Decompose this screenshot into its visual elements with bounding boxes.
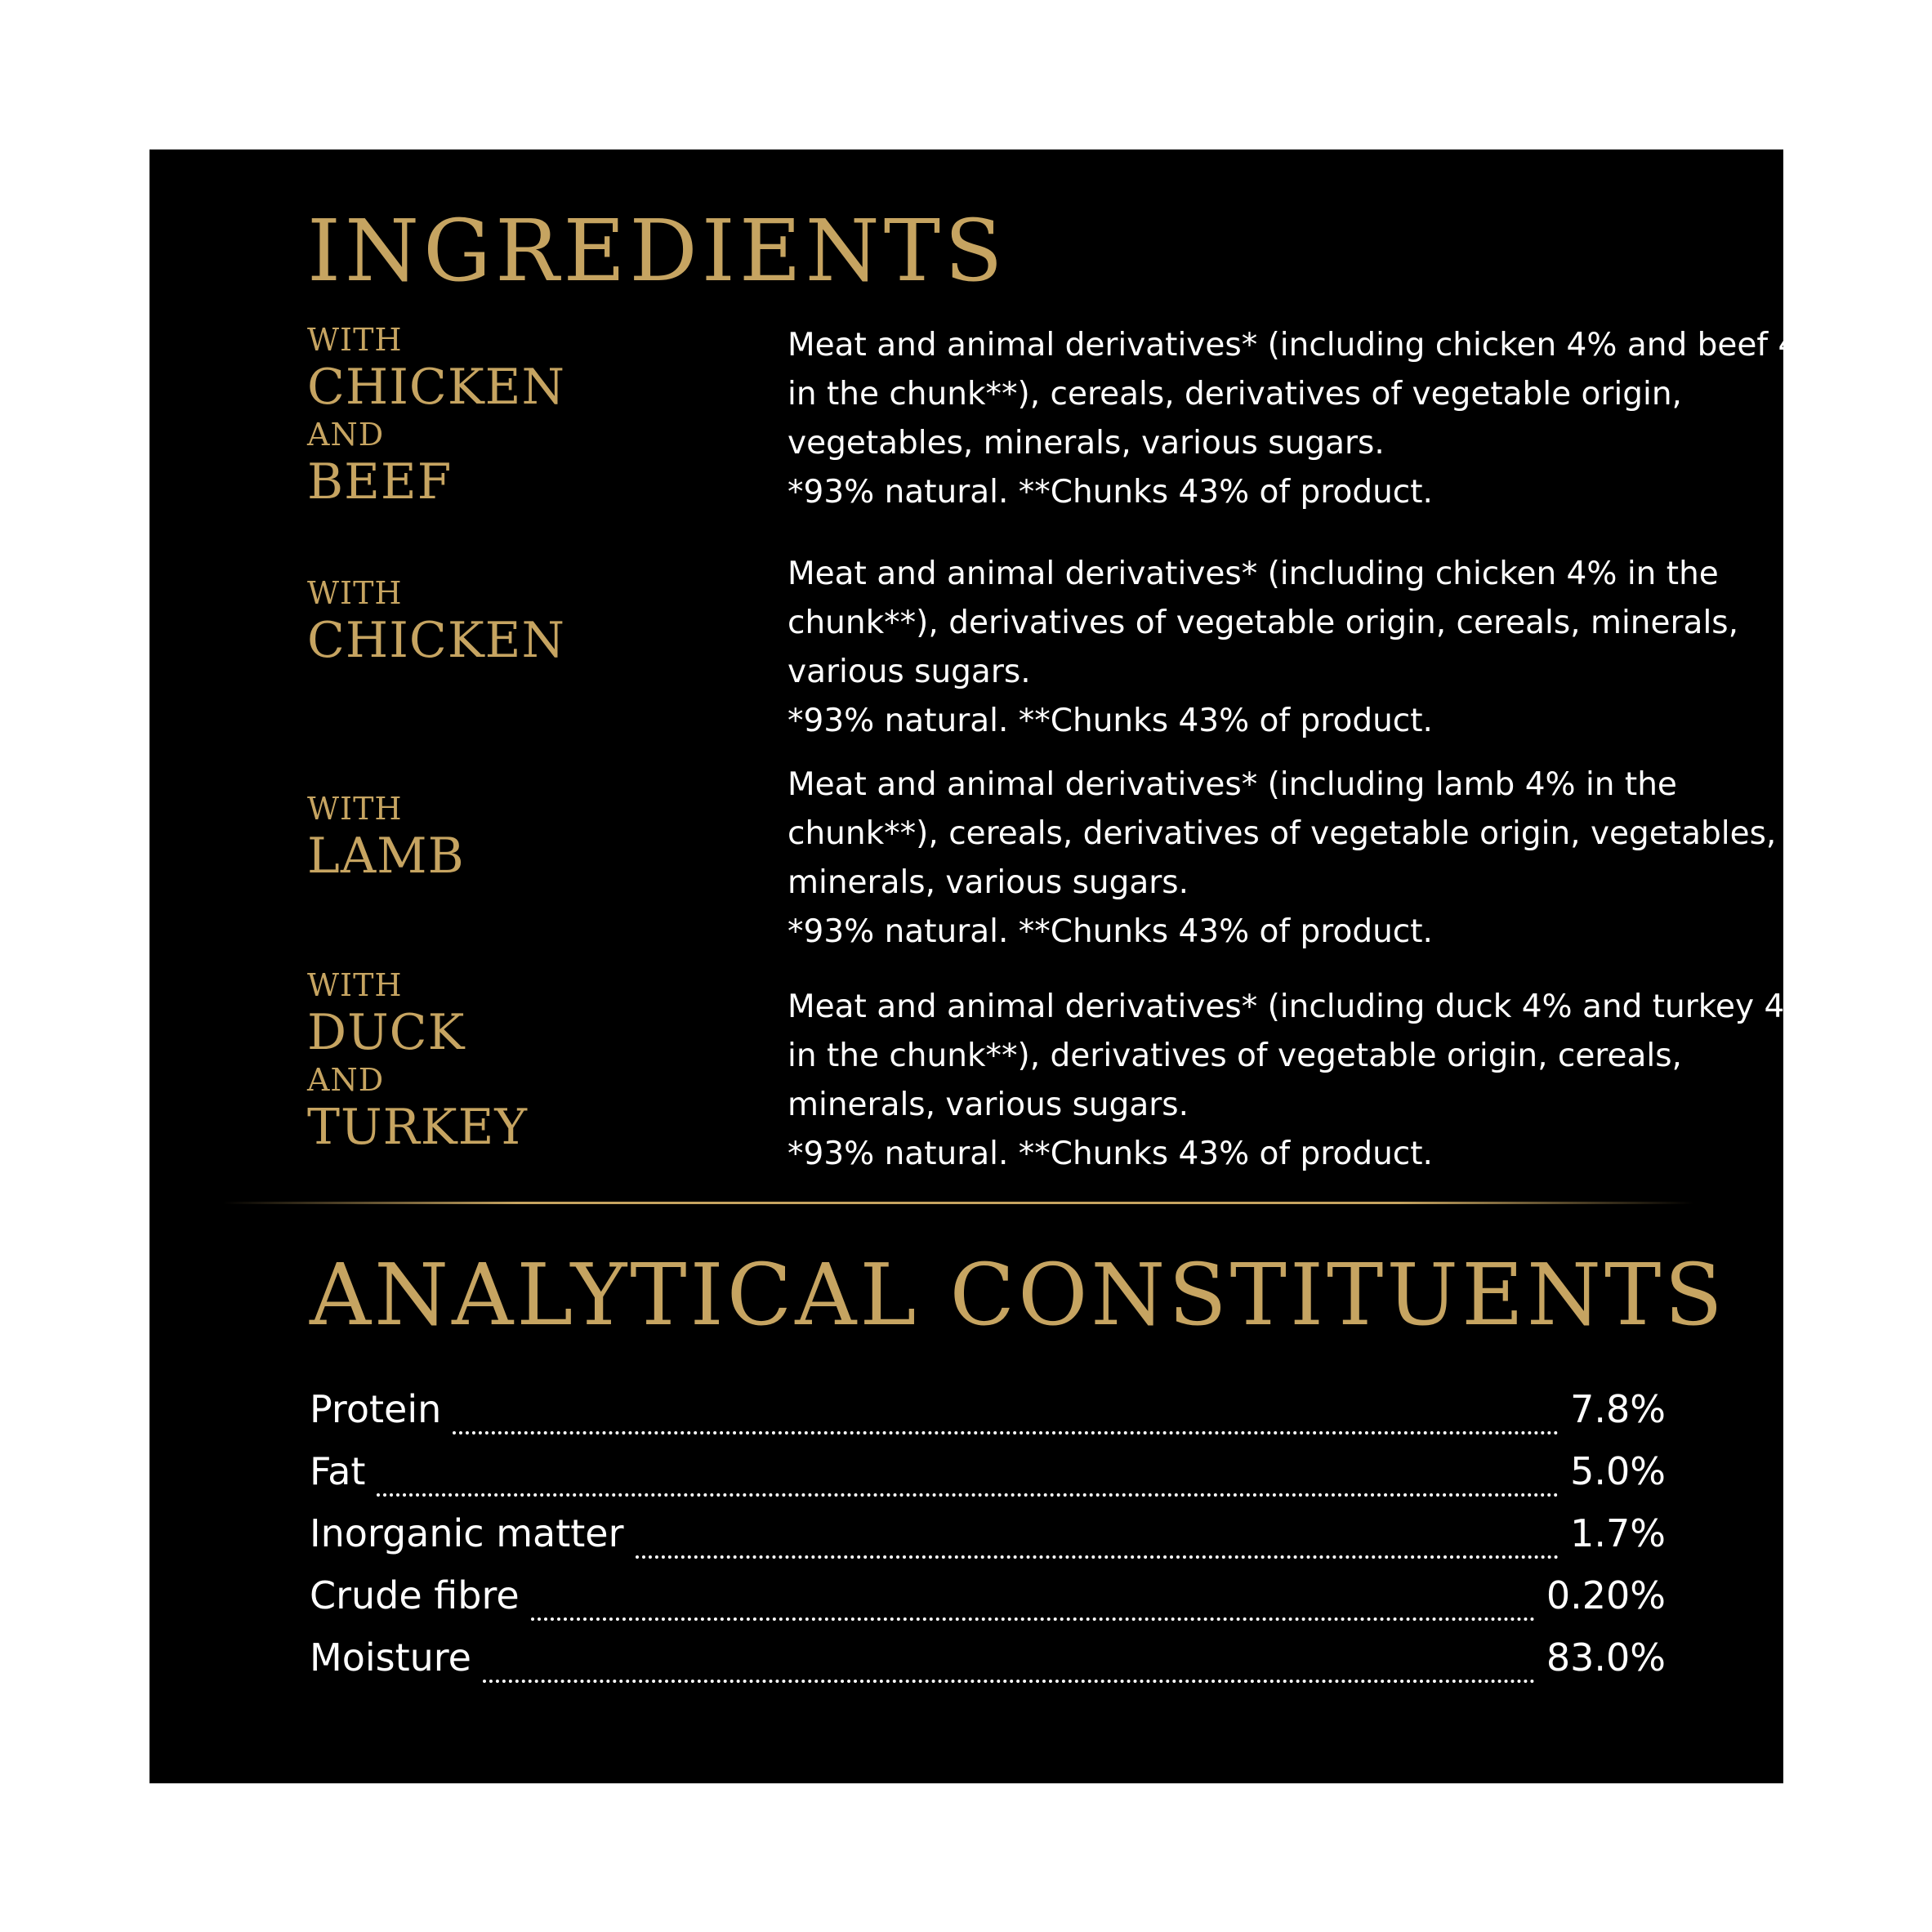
constituent-value: 1.7% xyxy=(1570,1511,1666,1555)
description-line: minerals, various sugars. xyxy=(788,1086,1189,1123)
variant-label-line: BEEF xyxy=(307,453,453,511)
variant-label-line: AND xyxy=(307,1062,385,1098)
description-line: *93% natural. **Chunks 43% of product. xyxy=(788,913,1433,950)
variant-label-line: CHICKEN xyxy=(307,359,565,416)
variant-label-line: WITH xyxy=(307,322,403,358)
description-line: Meat and animal derivatives* (including chicken 4% and beef 4% xyxy=(788,327,1829,364)
constituent-name: Moisture xyxy=(310,1635,471,1680)
ingredient-description xyxy=(788,983,1815,1179)
description-line: *93% natural. **Chunks 43% of product. xyxy=(788,703,1433,739)
variant-label-line: WITH xyxy=(307,967,403,1003)
variant-label xyxy=(307,790,618,885)
description-line: chunk**), derivatives of vegetable origin, cereals, minerals, xyxy=(788,605,1739,641)
variant-label-line: LAMB xyxy=(307,828,465,885)
constituent-row xyxy=(310,1387,1666,1449)
constituent-value: 0.20% xyxy=(1546,1573,1666,1617)
variant-label-line: WITH xyxy=(307,791,403,827)
dot-leader xyxy=(531,1617,1535,1621)
ingredient-description xyxy=(788,550,1768,746)
constituent-row xyxy=(310,1449,1666,1511)
description-line: Meat and animal derivatives* (including lamb 4% in the xyxy=(788,766,1677,803)
variant-label xyxy=(307,574,618,669)
description-line: *93% natural. **Chunks 43% of product. xyxy=(788,474,1433,511)
analytical-title: ANALYTICAL CONSTITUENTS xyxy=(310,1245,1726,1345)
constituent-name: Fat xyxy=(310,1449,366,1493)
dot-leader xyxy=(453,1431,1559,1434)
description-line: various sugars. xyxy=(788,654,1031,690)
constituent-name: Crude fibre xyxy=(310,1573,520,1617)
section-divider xyxy=(223,1202,1693,1204)
constituent-name: Protein xyxy=(310,1387,442,1431)
constituent-row xyxy=(310,1511,1666,1573)
description-line: *93% natural. **Chunks 43% of product. xyxy=(788,1136,1433,1172)
ingredient-description xyxy=(788,761,1777,957)
ingredient-description xyxy=(788,321,1829,517)
description-line: Meat and animal derivatives* (including duck 4% and turkey 4% xyxy=(788,988,1815,1025)
description-line: Meat and animal derivatives* (including chicken 4% in the xyxy=(788,556,1719,592)
constituent-row xyxy=(310,1573,1666,1635)
description-line: in the chunk**), cereals, derivatives of vegetable origin, xyxy=(788,376,1682,413)
constituent-value: 83.0% xyxy=(1546,1635,1666,1680)
description-line: minerals, various sugars. xyxy=(788,864,1189,901)
description-line: in the chunk**), derivatives of vegetable origin, cereals, xyxy=(788,1037,1682,1074)
variant-label-line: CHICKEN xyxy=(307,612,565,669)
dot-leader xyxy=(483,1680,1535,1683)
constituent-value: 5.0% xyxy=(1570,1449,1666,1493)
label-panel xyxy=(149,149,1829,1783)
ingredients-title: INGREDIENTS xyxy=(307,201,1007,301)
description-line: chunk**), cereals, derivatives of vegetable origin, vegetables, xyxy=(788,815,1777,852)
constituent-row xyxy=(310,1635,1666,1698)
variant-label-line: TURKEY xyxy=(307,1099,528,1156)
constituents-list xyxy=(310,1387,1666,1698)
constituent-name: Inorganic matter xyxy=(310,1511,624,1555)
dot-leader xyxy=(636,1555,1559,1559)
dot-leader xyxy=(377,1493,1559,1497)
variant-label-line: WITH xyxy=(307,575,403,611)
constituent-value: 7.8% xyxy=(1570,1387,1666,1431)
variant-label-line: AND xyxy=(307,417,385,453)
variant-label xyxy=(307,966,618,1156)
description-line: vegetables, minerals, various sugars. xyxy=(788,425,1385,462)
variant-label xyxy=(307,321,618,511)
variant-label-line: DUCK xyxy=(307,1004,466,1061)
